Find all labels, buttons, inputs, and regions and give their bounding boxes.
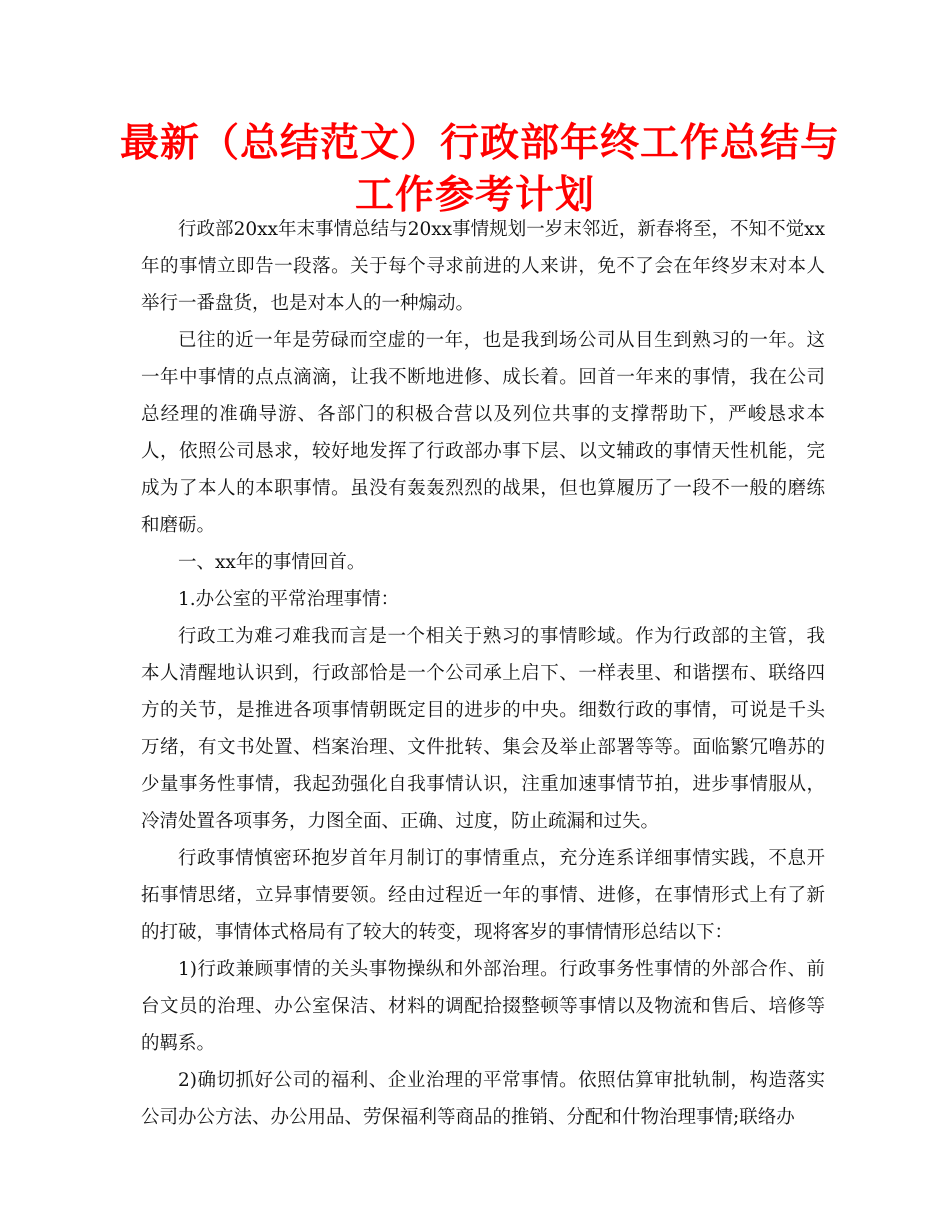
paragraph-work-focus: 行政事情慎密环抱岁首年月制订的事情重点，充分连系详细事情实践，不息开拓事情思绪，立异事情要领。经由过程近一年的事情、进修，在事情形式上有了新的打破，事情体式格局有了较大的转变，现将客岁的事情情形总结以下： bbox=[141, 848, 825, 943]
section-heading-review: 一、xx年的事情回首。 bbox=[178, 552, 366, 573]
subsection-heading-office: 1.办公室的平常治理事情： bbox=[178, 589, 400, 610]
title-line-2: 工作参考计划 bbox=[354, 173, 595, 218]
title-line-1: 最新（总结范文）行政部年终工作总结与 bbox=[120, 121, 841, 166]
list-item-2: 2)确切抓好公司的福利、企业治理的平常事情。依照估算审批轨制，构造落实公司办公方法、办公用品、劳保福利等商品的推销、分配和什物治理事情;联络办 bbox=[141, 1070, 825, 1128]
paragraph-review-year: 已往的近一年是劳碌而空虚的一年，也是我到场公司从目生到熟习的一年。这一年中事情的点点滴滴，让我不断地进修、成长着。回首一年来的事情，我在公司总经理的准确导游、各部门的积极合营以及列位共事的支撑帮助下，严峻恳求本人，依照公司恳求，较好地发挥了行政部办事下层、以文辅政的事情天性机能，完成为了本人的本职事情。虽没有轰轰烈烈的战果，但也算履历了一段不一般的磨练和磨砺。 bbox=[141, 330, 825, 536]
document-title bbox=[120, 118, 841, 222]
paragraph-admin-work: 行政工为难刁难我而言是一个相关于熟习的事情畛域。作为行政部的主管，我本人清醒地认识到，行政部恰是一个公司承上启下、一样表里、和谐摆布、联络四方的关节，是推进各项事情朝既定目的进步的中央。细数行政的事情，可说是千头万绪，有文书处置、档案治理、文件批转、集会及举止部署等等。面临繁冗噜苏的少量事务性事情，我起劲强化自我事情认识，注重加速事情节拍，进步事情服从，冷清处置各项事务，力图全面、正确、过度，防止疏漏和过失。 bbox=[141, 626, 825, 832]
paragraph-intro: 行政部20xx年末事情总结与20xx事情规划一岁末邻近，新春将至，不知不觉xx年的事情立即告一段落。关于每个寻求前进的人来讲，免不了会在年终岁末对本人举行一番盘货，也是对本人的一种煽动。 bbox=[141, 219, 825, 314]
list-item-1: 1)行政兼顾事情的关头事物操纵和外部治理。行政事务性事情的外部合作、前台文员的治理、办公室保洁、材料的调配拾掇整顿等事情以及物流和售后、培修等的羁系。 bbox=[141, 959, 825, 1054]
document-body bbox=[141, 211, 825, 1136]
